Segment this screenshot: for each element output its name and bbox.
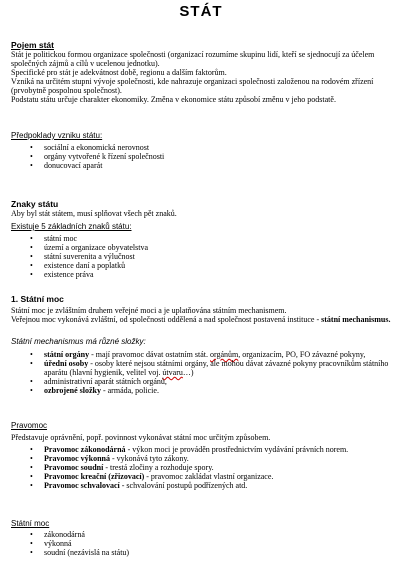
subheading-mechanismus: Státní mechanismus má různé složky: bbox=[11, 337, 146, 346]
heading-pojem-stat: Pojem stát bbox=[11, 40, 54, 50]
bold-term: úřední osoby bbox=[44, 359, 89, 368]
list-item bbox=[30, 454, 398, 463]
paragraph bbox=[11, 315, 395, 324]
item-text: administrativní aparát státních orgánů, bbox=[44, 377, 167, 386]
bold-term: ozbrojené složky bbox=[44, 386, 101, 395]
bold-term: Pravomoc kreační (zřizovací) bbox=[44, 472, 145, 481]
item-text: - mají pravomoc dávat ostatním stát. bbox=[89, 350, 210, 359]
subheading-znaky: Existuje 5 základních znaků státu: bbox=[11, 222, 132, 231]
item-text: , organizacím, PO, FO závazné pokyny, bbox=[238, 350, 366, 359]
list-item bbox=[30, 386, 398, 395]
bold-term: Pravomoc schvalovací bbox=[44, 481, 120, 490]
heading-znaky-statu: Znaky státu bbox=[11, 199, 59, 209]
subheading-predpoklady: Předpoklady vzniku státu: bbox=[11, 131, 103, 140]
paragraph: Vzniká na určitém stupni vývoje společnosti, kde nahrazuje organizaci společnosti založenou na rodovém zřízení (prvobytně pospolnou společnost). bbox=[11, 77, 374, 95]
heading-statni-moc: 1. Státní moc bbox=[11, 294, 64, 304]
item-text: - osoby které nejsou státními orgány, ale mohou dávat závazné pokyny pracovníkům státního aparátu (hlavní hygienik, velitel voj. bbox=[44, 359, 389, 377]
list-pravomoc bbox=[30, 445, 398, 490]
list-item bbox=[30, 359, 398, 377]
list-item: • existence daní a poplatků bbox=[30, 261, 398, 270]
item-text: - trestá zločiny a rozhoduje spory. bbox=[103, 463, 214, 472]
list-item: • existence práva bbox=[30, 270, 398, 279]
bold-term: Pravomoc zákonodárná bbox=[44, 445, 126, 454]
paragraph: Podstatu státu určuje charakter ekonomiky. Změna v ekonomice státu způsobí změnu v jeho podstatě. bbox=[11, 95, 336, 104]
list-mechanismus bbox=[30, 350, 398, 395]
item-text: - vykonává tyto zákony. bbox=[110, 454, 189, 463]
list-item bbox=[30, 445, 398, 454]
paragraph: Specifické pro stát je adekvátnost době, regionu a dalším faktorům. bbox=[11, 68, 227, 77]
bold-term: státní mechanismus. bbox=[321, 315, 391, 324]
list-item: • soudní (nezávislá na státu) bbox=[30, 548, 398, 557]
spelling-word: útvaru bbox=[162, 368, 183, 377]
paragraph: Státní moc je zvláštním druhem veřejné moci a je uplatňována státním mechanismem. bbox=[11, 306, 287, 315]
list-item bbox=[30, 481, 398, 490]
item-text: - pravomoc zakládat vlastní organizace. bbox=[144, 472, 274, 481]
spelling-word: orgánům bbox=[209, 350, 239, 359]
pojem-stat-text bbox=[11, 50, 395, 104]
bold-term: Pravomoc výkonná bbox=[44, 454, 110, 463]
bold-term: Pravomoc soudní bbox=[44, 463, 104, 472]
list-item bbox=[30, 472, 398, 481]
page-title: STÁT bbox=[179, 3, 223, 20]
list-predpoklady bbox=[30, 143, 398, 170]
list-item: • orgány vytvořené k řízení společnosti bbox=[30, 152, 398, 161]
list-item bbox=[30, 377, 398, 386]
list-item: • sociální a ekonomická nerovnost bbox=[30, 143, 398, 152]
item-text: - armáda, policie. bbox=[100, 386, 159, 395]
paragraph: Stát je politickou formou organizace společnosti (organizací rozumíme skupinu lidí, kteří se sjednocují za účelem společných zájmů a cílů v ucelenou jednotku). bbox=[11, 50, 375, 68]
list-item: • státní moc bbox=[30, 234, 398, 243]
pravomoc-text: Představuje oprávnění, popř. povinnost vykonávat státní moc určitým způsobem. bbox=[11, 433, 271, 442]
list-item: • území a organizace obyvatelstva bbox=[30, 243, 398, 252]
list-item: • státní suverenita a výlučnost bbox=[30, 252, 398, 261]
znaky-text: Aby byl stát státem, musí splňovat všech pět znaků. bbox=[11, 209, 177, 218]
item-text: - výkon moci je prováděn prostřednictvím vydávání právních norem. bbox=[125, 445, 349, 454]
subheading-statni-moc: Státní moc bbox=[11, 519, 50, 528]
list-item bbox=[30, 350, 398, 359]
paragraph-text: Veřejnou moc vykonává zvláštní, od společnosti oddělená a nad společnost postavená instituce - bbox=[11, 315, 322, 324]
list-znaky bbox=[30, 234, 398, 279]
list-statni-moc bbox=[30, 530, 398, 557]
bold-term: státní orgány bbox=[44, 350, 90, 359]
item-text: …) bbox=[182, 368, 194, 377]
list-item bbox=[30, 463, 398, 472]
statni-moc-text bbox=[11, 306, 395, 324]
list-item: • donucovací aparát bbox=[30, 161, 398, 170]
subheading-pravomoc: Pravomoc bbox=[11, 421, 48, 430]
item-text: - schvalování postupů podřízených atd. bbox=[119, 481, 248, 490]
list-item: • zákonodárná bbox=[30, 530, 398, 539]
list-item: • výkonná bbox=[30, 539, 398, 548]
